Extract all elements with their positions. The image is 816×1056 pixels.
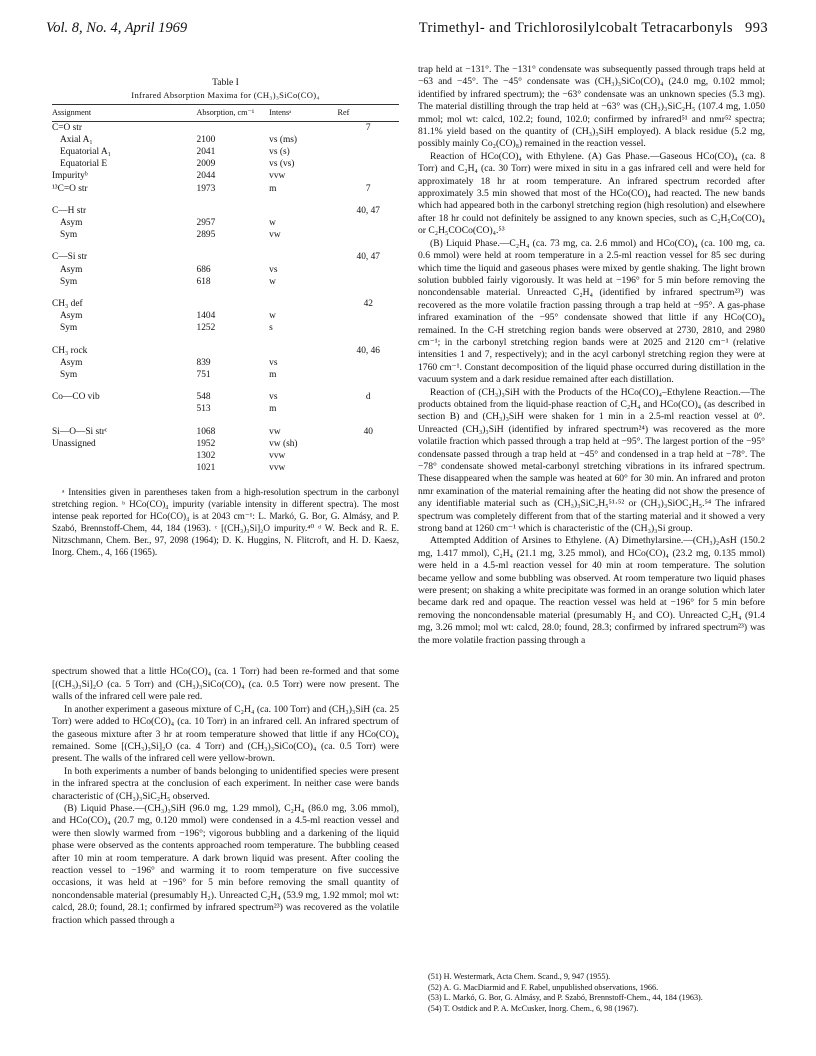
table-cell [269, 298, 337, 310]
body-paragraph: In another experiment a gaseous mixture of C₂H₄ (ca. 100 Torr) and (CH₃)₃SiH (ca. 25 Torr) were added to HCo(CO)₄ (ca. 10 Torr) in an infrared cell. An infrared spectrum of the gaseous mixture after 3 hr at room temperature showed that little if any HCo(CO)₄ remained. Some [(CH₃)₃Si]₂O (ca. 4 Torr) and (CH₃)₃SiCo(CO)₄ (ca. 0.5 Torr) were present. The walls of the infrared cell were yellow-brown. [52, 703, 399, 765]
table-cell [269, 121, 337, 134]
table-cell: vs (s) [269, 147, 290, 158]
body-paragraph: (B) Liquid Phase.—(CH₃)₃SiH (96.0 mg, 1.29 mmol), C₂H₄ (86.0 mg, 3.06 mmol), and HCo(CO)₄ (20.7 mg, 0.120 mmol) were condensed in a 4.5-ml reaction vessel and were then slowly warmed from −196°; vigorous bubbling and a darkening of the liquid phase were observed as the contents approached room temperature. The bubbling ceased after 10 min at room temperature. A dark brown liquid was present. After cooling the reaction vessel to −196° and warming it to room temperature on five successive occasions, it was held at −196° for 5 min before removing the small quantity of noncondensable material (presumably H₂). Unreacted C₂H₄ (53.9 mg, 1.92 mmol; mol wt: calcd, 28.0; found, 28.1; confirmed by infrared spectrum²³) was recovered as the volatile fraction which passed through a [52, 802, 399, 926]
table-cell: 40, 46 [356, 345, 380, 356]
column-header: Intensᵃ [269, 105, 337, 121]
table-cell [269, 241, 337, 251]
table-cell [197, 195, 270, 205]
table-cell [338, 357, 399, 369]
table-cell [338, 217, 399, 229]
table-cell: 1973 [196, 183, 216, 194]
right-column [418, 64, 765, 647]
table-row [52, 335, 399, 345]
table-cell: Axial A₁ [60, 134, 93, 145]
table-cell: 513 [196, 404, 211, 415]
table-cell [197, 121, 270, 134]
table-cell [338, 310, 399, 322]
table-row [52, 146, 399, 158]
table-row [52, 357, 399, 369]
table-cell [197, 381, 270, 391]
table-row [52, 298, 399, 310]
table-cell: vs [269, 392, 278, 403]
table-cell [197, 298, 270, 310]
table-cell [52, 462, 197, 474]
column-header: Assignment [52, 105, 197, 121]
table-row [52, 205, 399, 217]
table-cell [197, 241, 270, 251]
table-cell: Asym [60, 357, 83, 368]
table-cell [338, 146, 399, 158]
table-cell: 751 [196, 370, 211, 381]
table-cell [52, 195, 197, 205]
table-cell [338, 264, 399, 276]
table-cell: 2009 [196, 159, 216, 170]
body-paragraph: trap held at −131°. The −131° condensate was subsequently passed through traps held at −63 and −45°. The −45° condensate was (CH₃)₃SiCo(CO)₄ (24.0 mg, 0.102 mmol; identified by infrared spectrum); the −63° condensate was an unknown species (5.3 mg). The material distilling through the trap held at −63° was (CH₃)₃SiC₂H₅ (107.4 mg, 1.050 mmol; mol wt: calcd, 102.2; found, 102.0; confirmed by infrared⁵¹ and nmr⁵² spectra; 81.1% yield based on the quantity of (CH₃)₃SiH employed). A black residue (5.2 mg, possibly mainly Co₂(CO)₈) remained in the reaction vessel. [418, 64, 765, 150]
table-cell [52, 335, 197, 345]
table-cell [338, 438, 399, 450]
table-cell: Equatorial A₁ [60, 147, 111, 158]
table-cell: vw [269, 426, 281, 437]
table-cell: 618 [196, 276, 211, 287]
table-cell: C—Si str [52, 252, 88, 263]
table-cell: 548 [196, 392, 211, 403]
table-cell [197, 251, 270, 263]
table-cell: w [269, 311, 276, 322]
table-cell [269, 335, 337, 345]
table-cell: Equatorial E [60, 159, 108, 170]
reference-item: (51) H. Westermark, Acta Chem. Scand., 9, 947 (1955). [428, 972, 611, 981]
table-row [52, 158, 399, 170]
table-cell [338, 322, 399, 334]
table-row [52, 121, 399, 134]
table-cell [52, 450, 197, 462]
table-cell: m [269, 370, 277, 381]
table-cell [338, 288, 399, 298]
table-cell: 1952 [196, 438, 216, 449]
table-cell: 40, 47 [356, 205, 380, 216]
table-row [52, 134, 399, 146]
left-column [52, 68, 399, 927]
table-cell: vs (vs) [269, 159, 295, 170]
table-row [52, 381, 399, 391]
table-header-row [52, 105, 399, 121]
table-cell: Si—O—Si strᶜ [52, 426, 108, 437]
table-cell: w [269, 218, 276, 229]
table-cell: vvw [269, 451, 286, 462]
table-cell [338, 276, 399, 288]
table-cell: vvw [269, 171, 286, 182]
table-body [52, 121, 399, 474]
table-row [52, 345, 399, 357]
table-cell [269, 195, 337, 205]
body-paragraph: In both experiments a number of bands belonging to unidentified species were present in the infrared spectra at the conclusion of each experiment. In neither case were bands characteristic of (CH₃)₃SiC₂H₅ observed. [52, 765, 399, 802]
table-cell [338, 229, 399, 241]
table-row [52, 450, 399, 462]
table-footnotes [52, 486, 399, 558]
table-cell [269, 345, 337, 357]
table-row [52, 229, 399, 241]
table-caption: Table I [212, 77, 239, 88]
table-cell: Co—CO vib [52, 392, 100, 403]
header-title [419, 20, 768, 37]
table-cell: Unassigned [52, 438, 96, 449]
table-cell [338, 335, 399, 345]
table-cell [338, 170, 399, 182]
footnote-text: ᵃ Intensities given in parentheses taken from a high-resolution spectrum in the carbonyl stretching region. ᵇ HCo(CO)₄ impurity (variable intensity in different spectra). The most intense peak reported for HCo(CO)₄ is at 2043 cm⁻¹: L. Markó, G. Bor, G. Almásy, and P. Szabó, Brennstoff-Chem, 44, 184 (1963). ᶜ [(CH₃)₃Si]₂O impurity.⁴⁰ ᵈ W. Beck and R. E. Nitzschmann, Chem. Ber., 97, 2098 (1964); D. K. Huggins, N. Flitcroft, and H. D. Kaesz, Inorg. Chem., 4, 166 (1965). [52, 487, 399, 558]
table-cell: Asym [60, 264, 83, 275]
table-cell: 1302 [196, 451, 216, 462]
column-header: Absorption, cm⁻¹ [197, 105, 270, 121]
table-cell [52, 288, 197, 298]
table-cell [338, 369, 399, 381]
table-cell: vw (sh) [269, 438, 298, 449]
left-body-text [52, 666, 399, 927]
body-paragraph: spectrum showed that a little HCo(CO)₄ (ca. 1 Torr) had been re-formed and that some [(CH₃)₃Si]₂O (ca. 5 Torr) and (CH₃)₃SiCo(CO)₄ (ca. 0.5 Torr) were now present. The walls of the infrared cell were pale red. [52, 666, 399, 703]
running-header [46, 20, 768, 42]
table-cell: C=O str [52, 122, 83, 133]
table-cell: Asym [60, 311, 83, 322]
page-number: 993 [745, 20, 768, 36]
table-cell [52, 416, 197, 426]
table-cell [269, 251, 337, 263]
column-spacer [52, 558, 399, 666]
table-cell: Sym [60, 276, 78, 287]
table-row [52, 288, 399, 298]
table-row [52, 264, 399, 276]
header-volume: Vol. 8, No. 4, April 1969 [46, 20, 188, 36]
table-row [52, 403, 399, 415]
table-row [52, 438, 399, 450]
table-cell: 2100 [196, 134, 216, 145]
table-row [52, 426, 399, 438]
right-body-text [418, 64, 765, 647]
table-cell: vvw [269, 463, 286, 474]
table-row [52, 217, 399, 229]
table-cell [52, 403, 197, 415]
reference-item: (52) A. G. MacDiarmid and F. Rabel, unpublished observations, 1966. [428, 982, 659, 992]
table-cell: 7 [365, 122, 371, 133]
table-subtitle: Infrared Absorption Maxima for (CH₃)₃SiCo(CO)₄ [131, 90, 320, 100]
table-cell: 839 [196, 357, 211, 368]
table-cell: 2044 [196, 171, 216, 182]
reference-item: (53) L. Markó, G. Bor, G. Almásy, and P. Szabó, Brennstoff-Chem., 44, 184 (1963). [428, 993, 703, 1003]
table-cell: d [365, 392, 371, 403]
references [418, 972, 765, 1014]
table-row [52, 322, 399, 334]
table-cell: m [269, 183, 277, 194]
table-cell: 686 [196, 264, 211, 275]
header-article-title: Trimethyl- and Trichlorosilylcobalt Tetracarbonyls [418, 20, 733, 36]
body-paragraph: Reaction of (CH₃)₃SiH with the Products of the HCo(CO)₄–Ethylene Reaction.—The products obtained from the liquid-phase reaction of C₂H₄ and HCo(CO)₄ (as described in section B) and (CH₃)₃SiH were shaken for 1 min in a 2.5-ml reaction vessel at 0°. Unreacted (CH₃)₃SiH (identified by infrared spectrum²⁴) was recovered as the more volatile fraction which passed through a trap held at −95°. The largest portion of the −95° condensate passed through a trap held at −45° and condensed in a trap held at −78°. The −78° condensate showed metal-carbonyl stretching vibrations in its infrared spectrum. These disappeared when the sample was heated at 60° for 30 min. An infrared and proton nmr examination of the material remaining after the heating did not show the presence of any identifiable material such as (CH₃)₃SiC₂H₅⁵¹·⁵² or (CH₃)₃SiOC₂H₅.⁵⁴ The infrared spectrum was completely different from that of the starting material and it showed a very strong band at 1260 cm⁻¹ which is characteristic of the (CH₃)₃Si group. [418, 386, 765, 535]
body-paragraph: Reaction of HCo(CO)₄ with Ethylene. (A) Gas Phase.—Gaseous HCo(CO)₄ (ca. 8 Torr) and C₂H₄ (ca. 30 Torr) were mixed in situ in a gas infrared cell and were held for approximately 18 hr at room temperature. An infrared spectrum recorded after approximately 3.5 min showed that most of the HCo(CO)₄ had reacted. The new bands which had appeared both in the carbonyl stretching region (high resolution) and elsewhere after 18 hr could not definitely be assigned to any known species, such as C₂H₅Co(CO)₄ or C₂H₅COCo(CO)₄.⁵³ [418, 150, 765, 237]
table-cell: 1021 [196, 463, 216, 474]
table-row [52, 416, 399, 426]
body-paragraph: (B) Liquid Phase.—C₂H₄ (ca. 73 mg, ca. 2.6 mmol) and HCo(CO)₄ (ca. 100 mg, ca. 0.6 mmol) were held at room temperature in a 2.5-ml reaction vessel for 85 sec during which time the liquid and gaseous phases were mixed by gentle shaking. The light brown solution bubbled fairly vigorously. It was held at −196° for 5 min before removing the noncondensable material. Unreacted C₂H₄ (identified by infrared spectrum²³) was recovered as the more volatile fraction passing through a trap held at −95°. A gas-phase infrared examination of the −95° condensate showed that little if any HCo(CO)₄ remained. In the C-H stretching region bands were observed at 2730, 2810, and 2980 cm⁻¹; in the carbonyl stretching region bands were at 2025 and 2120 cm⁻¹ (relative intensities 1 and 7, respectively); and in the acyl carbonyl stretching region they were at 1760 cm⁻¹. Constant decomposition of the liquid phase occurred during distillation in the vacuum system and a dark residue remained after each distillation. [418, 237, 765, 386]
table-row [52, 195, 399, 205]
table-cell: vw [269, 230, 281, 241]
table-cell: Sym [60, 323, 78, 334]
table-cell: s [269, 323, 273, 334]
table-cell: 2895 [196, 230, 216, 241]
table-cell: vs (ms) [269, 134, 298, 145]
table-cell [197, 345, 270, 357]
table-cell: w [269, 276, 276, 287]
table-cell [338, 403, 399, 415]
body-paragraph: Attempted Addition of Arsines to Ethylene. (A) Dimethylarsine.—(CH₃)₂AsH (150.2 mg, 1.417 mmol), C₂H₄ (21.1 mg, 3.25 mmol), and HCo(CO)₄ (23.2 mg, 0.135 mmol) were held in a 4.5-ml reaction vessel for 40 min at room temperature. The solution became yellow and some bubbling was observed. At room temperature two liquid phases were present; on shaking a white precipitate was formed in an orange solution which later became dark red and opaque. The reaction vessel was held at −196° for 5 min before removing the noncondensable material (presumably H₂ and CO). Unreacted C₂H₄ (91.4 mg, 3.26 mmol; mol wt: calcd, 28.0; found, 28.3; confirmed by infrared spectrum²³) was the more volatile fraction passing through a [418, 535, 765, 646]
table-row [52, 251, 399, 263]
table-cell [338, 416, 399, 426]
table-cell: m [269, 404, 277, 415]
table-cell: CH₃ rock [52, 345, 88, 356]
ir-table [52, 104, 399, 474]
table-cell: 1252 [196, 323, 216, 334]
table-cell [197, 205, 270, 217]
table-cell: 40 [363, 426, 373, 437]
table-cell: vs [269, 357, 278, 368]
table-row [52, 310, 399, 322]
table-cell: ¹³C=O str [52, 183, 88, 194]
table-row [52, 170, 399, 182]
table-cell [52, 241, 197, 251]
table-row [52, 183, 399, 195]
table-cell: vs [269, 264, 278, 275]
reference-item: (54) T. Ostdick and P. A. McCusker, Inorg. Chem., 6, 98 (1967). [428, 1003, 639, 1013]
table-cell [338, 195, 399, 205]
table-cell: 2957 [196, 218, 216, 229]
table-cell: 2041 [196, 147, 216, 158]
table-cell: 7 [365, 183, 371, 194]
table-cell [338, 134, 399, 146]
table-cell: Sym [60, 370, 78, 381]
table-cell [338, 462, 399, 474]
table-cell: CH₃ def [52, 299, 83, 310]
table-cell [197, 335, 270, 345]
table-cell: 40, 47 [356, 252, 380, 263]
table-cell [269, 416, 337, 426]
table-cell [269, 381, 337, 391]
table-row [52, 462, 399, 474]
table-cell [269, 205, 337, 217]
table-cell: C—H str [52, 205, 87, 216]
table-cell [52, 381, 197, 391]
table-row [52, 369, 399, 381]
table-cell [269, 288, 337, 298]
table-row [52, 391, 399, 403]
table-cell: Impurityᵇ [52, 171, 88, 182]
table-cell [338, 450, 399, 462]
table-cell: Asym [60, 218, 83, 229]
table-cell [197, 288, 270, 298]
table-cell [338, 241, 399, 251]
table-cell: 1068 [196, 426, 216, 437]
column-header: Ref [338, 105, 399, 121]
table-cell: 42 [363, 299, 373, 310]
table-row [52, 276, 399, 288]
table-cell: 1404 [196, 311, 216, 322]
table-row [52, 241, 399, 251]
table-cell [338, 158, 399, 170]
table-cell [197, 416, 270, 426]
table-cell [338, 381, 399, 391]
table-cell: Sym [60, 230, 78, 241]
